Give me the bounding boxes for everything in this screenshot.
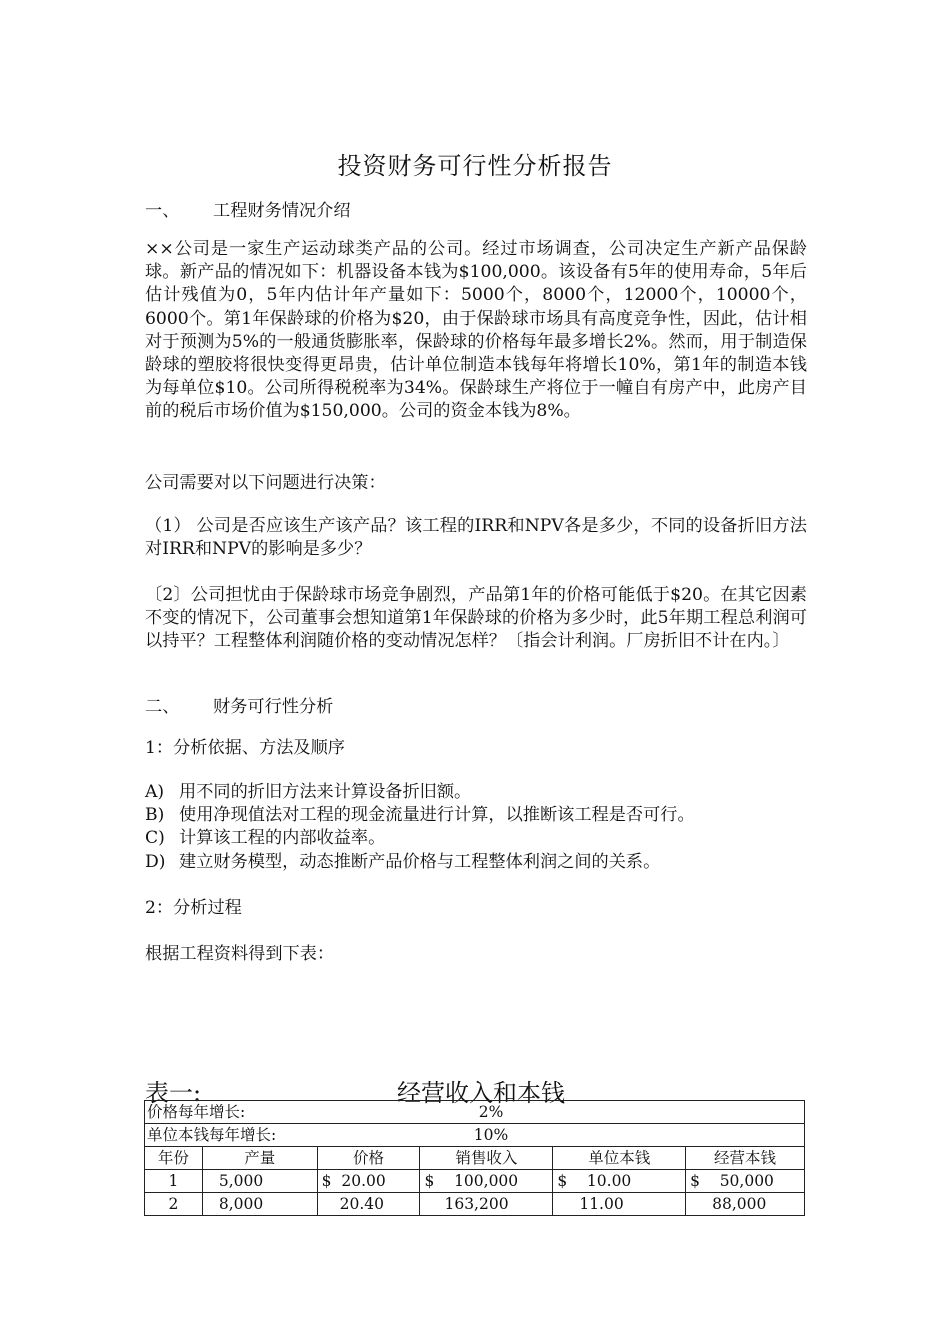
list-item [145,827,695,850]
price-cell: 20.40 [317,1193,420,1216]
year-cell: 2 [145,1193,203,1216]
table-row [145,1124,805,1147]
unit-cost-value: 10.00 [586,1172,632,1190]
year-cell: 1 [145,1170,203,1193]
list-text: 用不同的折旧方法来计算设备折旧额。 [179,782,472,802]
unit-cost-cell [553,1170,686,1193]
section-heading-1 [145,196,351,221]
operating-cost-value: 50,000 [719,1172,774,1190]
column-header: 产量 [202,1147,317,1170]
quantity-cell: 5,000 [202,1170,317,1193]
list-item [145,804,695,827]
table-intro: 根据工程资料得到下表： [145,944,335,964]
column-header: 年份 [145,1147,203,1170]
currency-symbol: $ [321,1172,332,1190]
table-caption-title: 经营收入和本钱 [397,1079,565,1107]
revenue-cell: 163,200 [420,1193,553,1216]
list-text: 建立财务模型，动态推断产品价格与工程整体利润之间的关系。 [179,851,661,872]
currency-symbol: $ [557,1172,568,1190]
list-item [145,781,695,804]
list-text: 计算该工程的内部收益率。 [179,828,386,849]
revenue-value: 100,000 [454,1172,519,1190]
list-label: C) [145,828,165,849]
intro-paragraph: ××公司是一家生产运动球类产品的公司。经过市场调查，公司决定生产新产品保龄球。新产品的情况如下：机器设备本钱为$100,000。该设备有5年的使用寿命，5年后估计残值为0，5年内估计年产量如下：5000个，8000个，12000个，10000个，6000个。第1年保龄球的价格为$20，由于保龄球市场具有高度竞争性，因此，估计相对于预测为5%的一般通货膨胀率，保龄球的价格每年最多增长2%。然而，用于制造保龄球的塑胶将很快变得更昂贵，估计单位制造本钱每年将增长10%，第1年的制造本钱为每单位$10。公司所得税税率为34%。保龄球生产将位于一幢自有房产中，此房产目前的税后市场价值为$150,000。公司的资金本钱为8%。 [145,239,807,422]
section-number: 一、 [145,201,180,221]
price-growth-label: 价格每年增长: [147,1103,246,1121]
table-row [145,1101,805,1124]
section-label: 财务可行性分析 [213,697,334,717]
operating-cost-cell [686,1170,805,1193]
table-caption [145,1073,807,1107]
list-label: D) [145,851,166,872]
subheading-process: 2：分析过程 [145,898,242,918]
cost-growth-label: 单位本钱每年增长: [147,1126,277,1144]
list-label: A) [145,782,165,802]
operating-cost-cell: 88,000 [686,1193,805,1216]
unit-cost-cell: 11.00 [553,1193,686,1216]
column-header: 经营本钱 [686,1147,805,1170]
quantity-cell: 8,000 [202,1193,317,1216]
currency-symbol: $ [424,1172,435,1190]
question-2: 〔2〕公司担忧由于保龄球市场竞争剧烈，产品第1年的价格可能低于$20。在其它因素不变的情况下，公司董事会想知道第1年保龄球的价格为多少时，此5年期工程总利润可以持平？工程整体利润随价格的变动情况怎样？〔指会计利润。厂房折旧不计在内。〕 [145,585,807,652]
decision-intro: 公司需要对以下问题进行决策： [145,473,386,493]
cost-growth-value: 10% [473,1126,509,1144]
column-header: 单位本钱 [553,1147,686,1170]
price-value: 20.00 [341,1172,386,1190]
column-header: 销售收入 [420,1147,553,1170]
subheading-basis: 1：分析依据、方法及顺序 [145,738,345,758]
section-heading-2 [145,692,333,717]
table-row [145,1193,805,1216]
section-number: 二、 [145,697,180,717]
column-header: 价格 [317,1147,420,1170]
table-header-row [145,1147,805,1170]
page-title: 投资财务可行性分析报告 [337,152,613,180]
list-label: B) [145,805,165,826]
currency-symbol: $ [690,1172,700,1190]
question-1: （1） 公司是否应该生产该产品？该工程的IRR和NPV各是多少，不同的设备折旧方法对IRR和NPV的影响是多少？ [145,516,807,560]
list-text: 使用净现值法对工程的现金流量进行计算，以推断该工程是否可行。 [179,805,695,826]
revenue-cost-table [144,1100,805,1216]
list-item [145,851,695,874]
table-caption-label: 表一: [145,1079,202,1107]
price-cell [317,1170,420,1193]
price-growth-value: 2% [478,1103,504,1121]
revenue-cell [420,1170,553,1193]
table-row [145,1170,805,1193]
methods-list [145,781,695,874]
section-label: 工程财务情况介绍 [213,201,351,221]
